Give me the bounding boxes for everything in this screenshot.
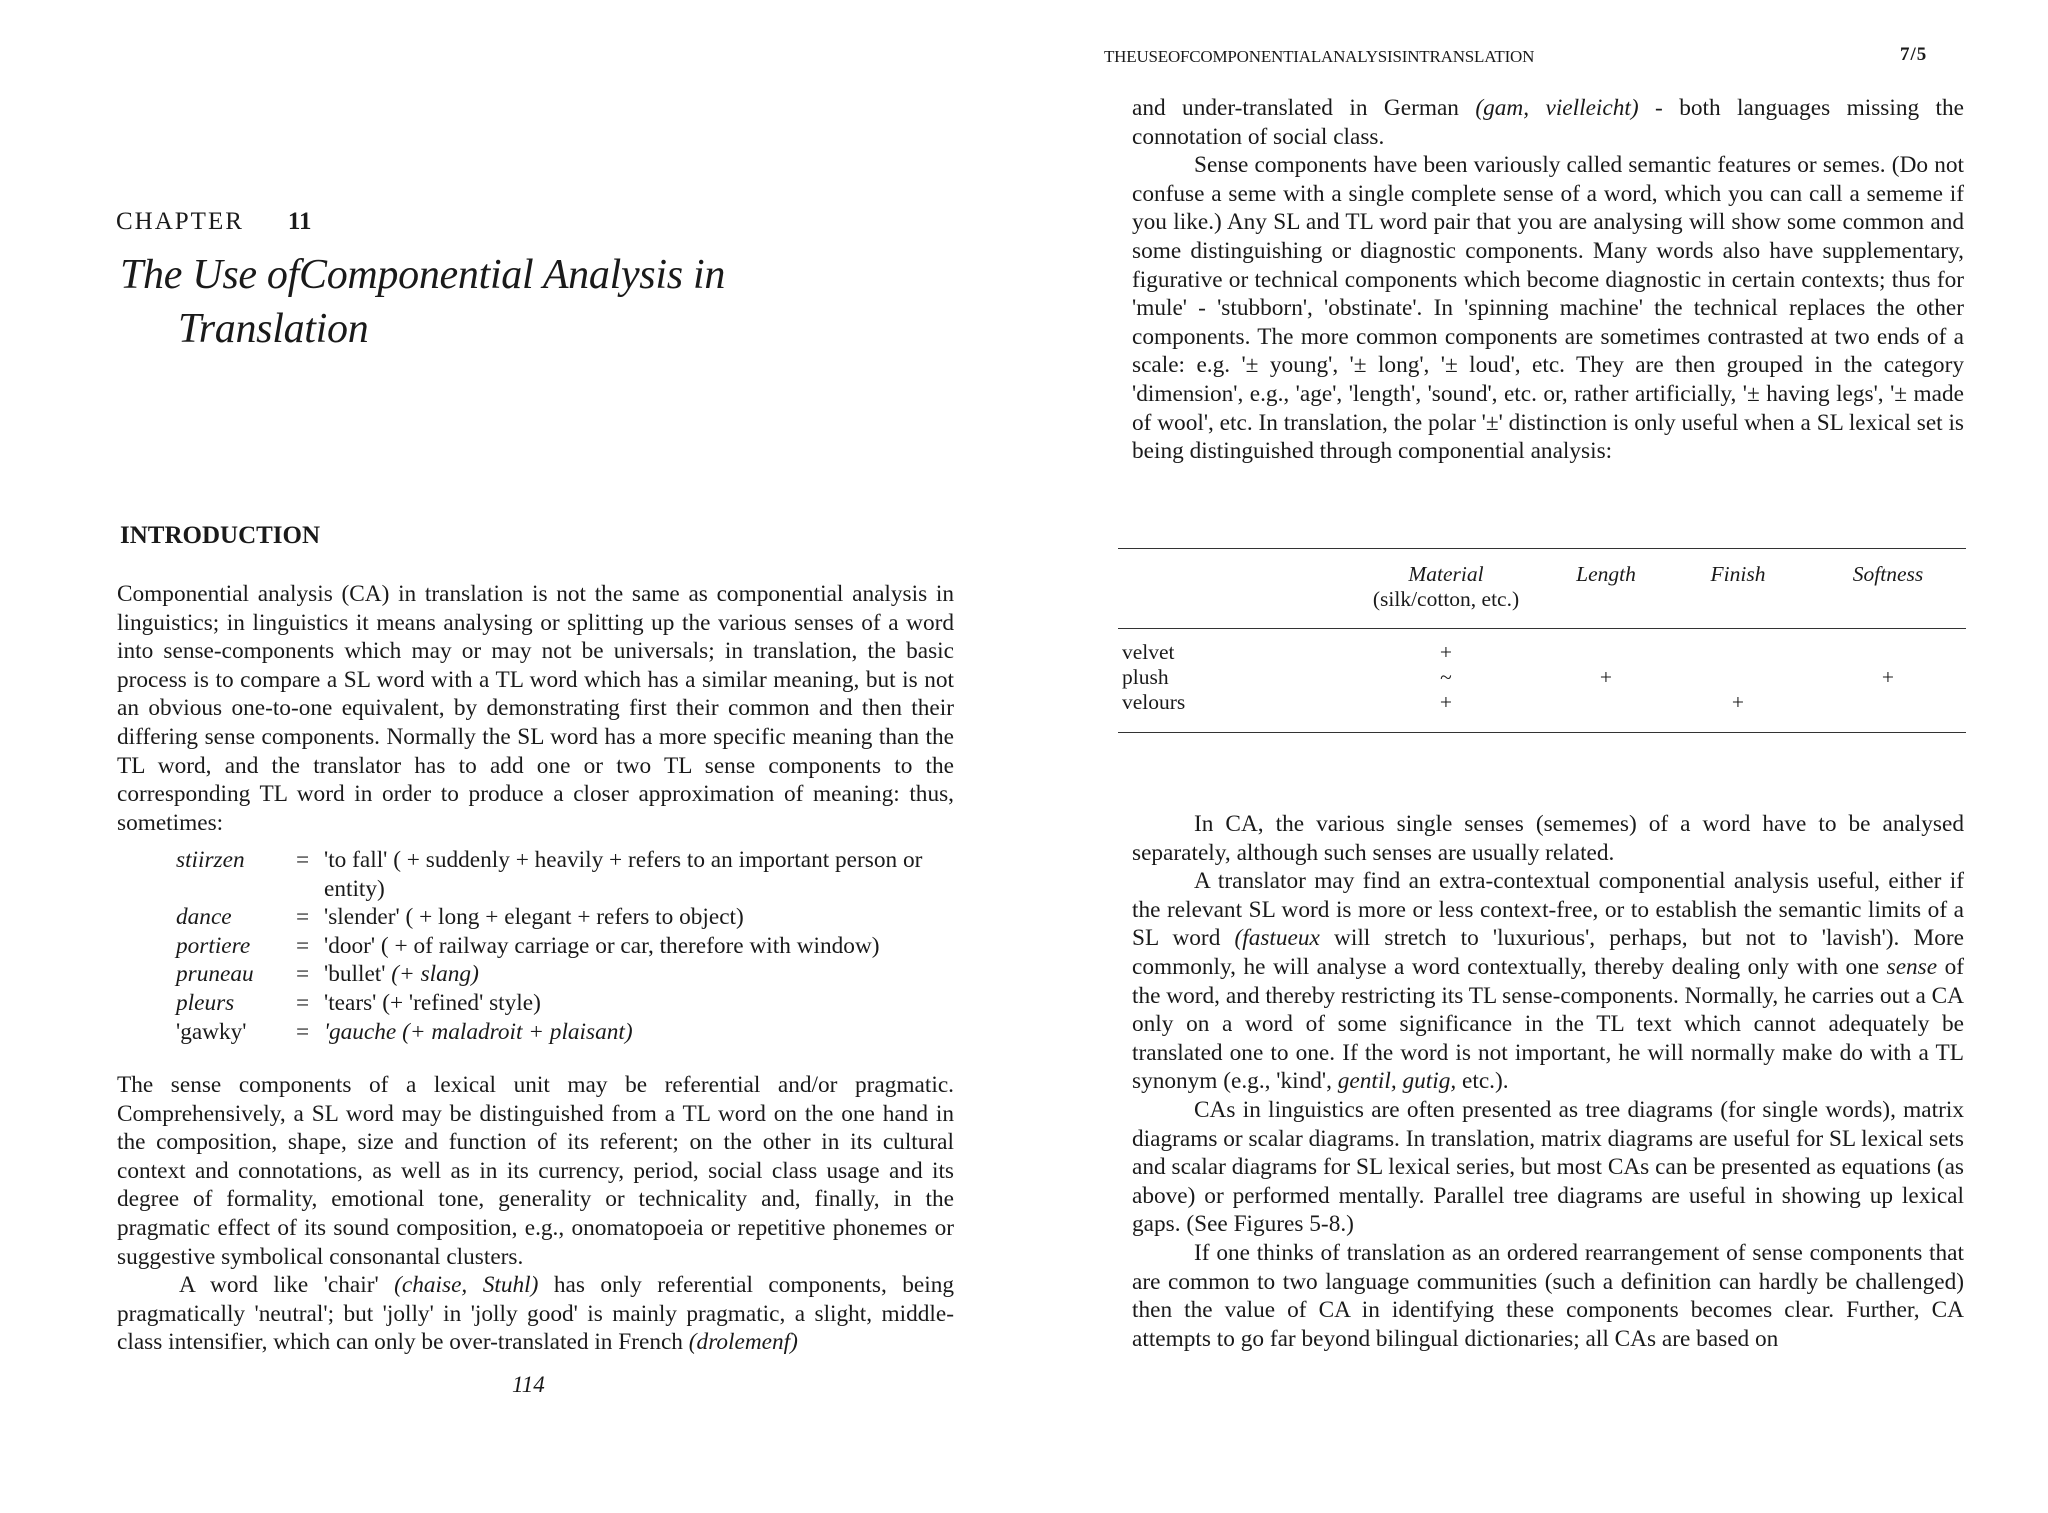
- paragraph: and under-translated in German (gam, vielleicht) - both languages missing the connotation of social class.: [1132, 95, 1964, 150]
- paragraph: CAs in linguistics are often presented as tree diagrams (for single words), matrix diagrams or scalar diagrams. In translation, matrix diagrams are useful for SL lexical sets and scalar diagrams for SL lexical series, but most CAs can be presented as equations (as above) or performed mentally. Parallel tree diagrams are useful in showing up lexical gaps. (See Figures 5-8.): [1132, 1096, 1964, 1238]
- table-row-label: plush: [1122, 665, 1169, 689]
- table-cell: +: [1881, 665, 1895, 689]
- example-row: 'gawky' = 'gauche (+ maladroit + plaisant): [176, 1018, 952, 1047]
- intro-paragraph: Componential analysis (CA) in translation is not the same as componential analysis in linguistics; in linguistics it means analysing or splitting up the various senses of a word into sense-components which may or may not be universals; in translation, the basic process is to compare a SL word with a TL word which has a similar meaning, but is not an obvious one-to-one equivalent, by demonstrating first their common and then their differing sense components. Normally the SL word has a more specific meaning than the TL word, and the translator has to add one or two TL sense components to the corresponding TL word in order to produce a closer approximation of meaning: thus, sometimes:: [117, 581, 954, 836]
- column-header-softness: Softness: [1852, 562, 1924, 586]
- example-row: pleurs = 'tears' (+ 'refined' style): [176, 989, 952, 1018]
- right-page: [1024, 0, 2048, 1513]
- paragraph: The sense components of a lexical unit may be referential and/or pragmatic. Comprehensively, a SL word may be distinguished from a TL word on the one hand in the composition, shape, size and function of its referent; on the other in its cultural context and connotations, as well as in its currency, period, social class usage and its degree of formality, emotional tone, generality or technicality and, finally, in the pragmatic effect of its sound composition, e.g., onomatopoeia or repetitive phonemes or suggestive symbolical consonantal clusters.: [117, 1072, 954, 1270]
- example-word: pruneau: [176, 961, 254, 988]
- table-rule-top: [1118, 548, 1966, 549]
- column-header-finish: Finish: [1710, 562, 1766, 586]
- paragraph: A translator may find an extra-contextual componential analysis useful, either if the relevant SL word is more or less context-free, or to establish the semantic limits of a SL word (fastueux will stretch to 'luxurious', perhaps, but not to 'lavish'). More commonly, he will analyse a word contextually, thereby dealing only with one sense of the word, and thereby restricting its TL sense-components. Normally, he carries out a CA only on a word of some significance in the TL text which cannot adequately be translated one to one. If the word is not important, he will normally make do with a TL synonym (e.g., 'kind', gentil, gutig, etc.).: [1132, 868, 1964, 1095]
- running-head: THEUSEOFCOMPONENTIALANALYSISINTRANSLATION: [1104, 47, 1535, 66]
- example-row: dance = 'slender' ( + long + elegant + refers to object): [176, 903, 952, 932]
- paragraph: In CA, the various single senses (sememes) of a word have to be analysed separately, although such senses are usually related.: [1132, 811, 1964, 866]
- paragraph: A word like 'chair' (chaise, Stuhl) has only referential components, being pragmatically 'neutral'; but 'jolly' in 'jolly good' is mainly pragmatic, a slight, middle-class intensifier, which can only be over-translated in French (drolemenf): [117, 1272, 955, 1356]
- chapter-label: CHAPTER 11: [116, 208, 312, 235]
- example-definition: 'bullet' (+ slang): [324, 961, 479, 988]
- example-definition: 'tears' (+ 'refined' style): [324, 989, 541, 1016]
- table-rule-header: [1118, 628, 1966, 629]
- column-header-material: Material (silk/cotton, etc.): [1336, 562, 1556, 612]
- table-cell: +: [1599, 665, 1613, 689]
- table-cell: +: [1731, 690, 1745, 714]
- example-row: stiirzen = 'to fall' ( + suddenly + heavily + refers to an important person or entity): [176, 846, 952, 903]
- example-word: stiirzen: [176, 847, 245, 873]
- body-text-right-top: [1132, 94, 1964, 466]
- page-number-right: 7/5: [1900, 44, 1928, 65]
- section-heading: INTRODUCTION: [120, 522, 321, 549]
- example-word: dance: [176, 904, 232, 931]
- body-text-left: [117, 1071, 954, 1357]
- table-row-label: velours: [1122, 690, 1186, 714]
- chapter-title-line2: Translation: [178, 306, 369, 352]
- example-definition: 'gauche (+ maladroit + plaisant): [324, 1018, 633, 1045]
- example-row: pruneau = 'bullet' (+ slang): [176, 960, 952, 989]
- example-word: pleurs: [176, 989, 235, 1016]
- table-cell: +: [1439, 640, 1453, 664]
- table-cell: ~: [1440, 665, 1452, 689]
- example-definition: 'slender' ( + long + elegant + refers to object): [324, 904, 744, 931]
- example-word: portiere: [176, 932, 251, 959]
- example-definition: 'door' ( + of railway carriage or car, therefore with window): [324, 932, 880, 959]
- example-definition: 'to fall' ( + suddenly + heavily + refers to an important person or entity): [324, 847, 923, 902]
- page-number-left: 114: [512, 1372, 545, 1397]
- componential-table: [1118, 548, 1966, 734]
- chapter-number: 11: [287, 208, 312, 235]
- example-word: 'gawky': [176, 1018, 247, 1045]
- example-row: portiere = 'door' ( + of railway carriage or car, therefore with window): [176, 932, 952, 961]
- paragraph: Sense components have been variously called semantic features or semes. (Do not confuse a seme with a single complete sense of a word, which you can call a sememe if you like.) Any SL and TL word pair that you are analysing will show some common and some distinguishing or diagnostic components. Many words also have supplementary, figurative or technical components which become diagnostic in certain contexts; thus for 'mule' - 'stubborn', 'obstinate'. In 'spinning machine' the technical replaces the other components. The more common components are sometimes contrasted at two ends of a scale: e.g. '± young', '± long', '± loud', etc. They are then grouped in the category 'dimension', e.g., 'age', 'length', 'sound', etc. or, rather artificially, '± having legs', '± made of wool', etc. In translation, the polar '±' distinction is only useful when a SL lexical set is being distinguished through componential analysis:: [1132, 152, 1964, 465]
- column-header-length: Length: [1576, 562, 1636, 586]
- chapter-title-line1: The Use ofComponential Analysis in: [120, 252, 726, 298]
- paragraph: If one thinks of translation as an ordered rearrangement of sense components that are common to two language communities (such a definition can hardly be challenged) then the value of CA in identifying these components becomes clear. Further, CA attempts to go far beyond bilingual dictionaries; all CAs are based on: [1132, 1239, 1964, 1352]
- body-text-right-bottom: [1132, 810, 1964, 1353]
- example-list: [176, 846, 952, 1046]
- material-subheader: (silk/cotton, etc.): [1372, 587, 1520, 611]
- table-row-label: velvet: [1122, 640, 1175, 664]
- table-rule-bottom: [1118, 732, 1966, 733]
- table-cell: +: [1439, 690, 1453, 714]
- chapter-title: [120, 248, 880, 356]
